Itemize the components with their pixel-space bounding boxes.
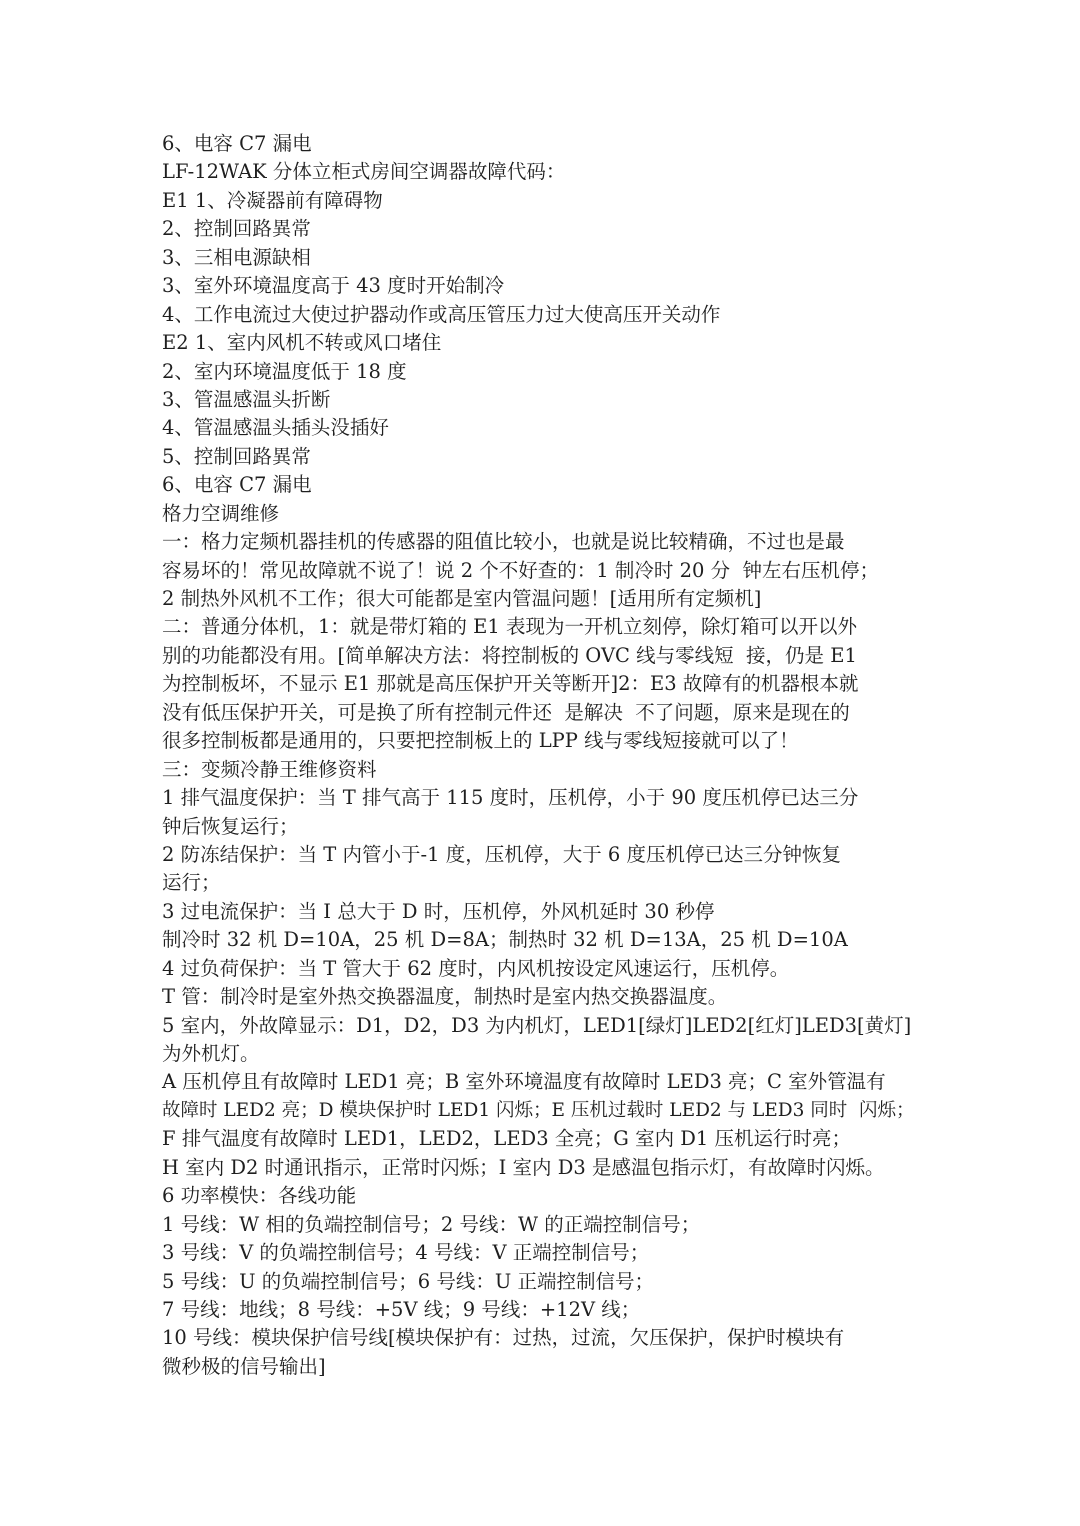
text-line: 3、管温感温头折断 [162,387,331,411]
text-line: A 压机停且有故障时 LED1 亮；B 室外环境温度有故障时 LED3 亮；C 室外管温有 [162,1070,886,1094]
text-line: 6 功率模快：各线功能 [162,1184,357,1208]
text-line: 3 号线：V 的负端控制信号；4 号线：V 正端控制信号； [162,1241,650,1265]
text-line: E1 1、冷凝器前有障碍物 [162,188,383,212]
text-line: H 室内 D2 时通讯指示，正常时闪烁；I 室内 D3 是感温包指示灯，有故障时闪烁。 [162,1155,885,1179]
text-line: 故障时 LED2 亮；D 模块保护时 LED1 闪烁；E 压机过载时 LED2 与 LED3 同时 闪烁； [162,1099,915,1121]
text-line: 微秒极的信号输出] [162,1354,326,1378]
section-heading: 格力空调维修 [162,501,280,525]
text-line: 3 过电流保护：当 I 总大于 D 时，压机停，外风机延时 30 秒停 [162,899,715,923]
text-line: E2 1、室内风机不转或风口堵住 [162,331,442,355]
text-line: 4、管温感温头插头没插好 [162,416,389,440]
text-line: 二：普通分体机，1：就是带灯箱的 E1 表现为一开机立刻停，除灯箱可以开以外 [162,615,857,639]
text-line: LF-12WAK 分体立柜式房间空调器故障代码： [162,160,566,184]
text-line: 6、电容 C7 漏电 [162,473,312,497]
text-line: 5 号线：U 的负端控制信号；6 号线：U 正端控制信号； [162,1269,654,1293]
text-line: 3、三相电源缺相 [162,245,311,269]
text-line: 很多控制板都是通用的，只要把控制板上的 LPP 线与零线短接就可以了！ [162,729,799,753]
text-line: 别的功能都没有用。[简单解决方法：将控制板的 OVC 线与零线短 接，仍是 E1 [162,643,857,667]
text-line: 一：格力定频机器挂机的传感器的阻值比较小，也就是说比较精确，不过也是最 [162,530,845,554]
text-line: 2 防冻结保护：当 T 内管小于-1 度，压机停，大于 6 度压机停已达三分钟恢复 [162,842,842,866]
text-line: 2、控制回路異常 [162,217,311,241]
text-line: F 排气温度有故障时 LED1，LED2，LED3 全亮；G 室内 D1 压机运行时亮； [162,1127,852,1151]
text-line: 没有低压保护开关，可是换了所有控制元件还 是解决 不了问题，原来是现在的 [162,700,850,724]
text-line: 7 号线：地线；8 号线：+5V 线；9 号线：+12V 线； [162,1297,641,1321]
text-line: 2、室内环境温度低于 18 度 [162,359,407,383]
text-line: 10 号线：模块保护信号线[模块保护有：过热，过流，欠压保护，保护时模块有 [162,1326,845,1350]
text-line: 为外机灯。 [162,1042,260,1065]
document-page [162,130,922,1381]
text-line: 钟后恢复运行； [162,814,299,838]
section-heading: 三：变频冷静王维修资料 [162,757,377,781]
text-line: 为控制板坏，不显示 E1 那就是高压保护开关等断开]2：E3 故障有的机器根本就 [162,672,859,696]
text-line: 1 号线：W 相的负端控制信号；2 号线：W 的正端控制信号； [162,1212,701,1236]
text-line: 2 制热外风机不工作；很大可能都是室内管温问题！[适用所有定频机] [162,587,762,610]
text-line: 5、控制回路異常 [162,444,311,468]
text-line: 3、室外环境温度高于 43 度时开始制冷 [162,274,505,298]
text-line: T 管：制冷时是室外热交换器温度，制热时是室内热交换器温度。 [162,985,728,1009]
text-line: 4、工作电流过大使过护器动作或高压管压力过大使高压开关动作 [162,302,721,326]
text-line: 4 过负荷保护：当 T 管大于 62 度时，内风机按设定风速运行，压机停。 [162,956,790,980]
text-line: 制冷时 32 机 D=10A，25 机 D=8A；制热时 32 机 D=13A，25 机 D=10A [162,928,848,952]
text-line: 5 室内，外故障显示：D1，D2，D3 为内机灯，LED1[绿灯]LED2[红灯]LED3[黄灯] [162,1013,912,1037]
text-line: 6、电容 C7 漏电 [162,132,312,155]
text-line: 容易坏的！常见故障就不说了！说 2 个不好查的：1 制冷时 20 分 钟左右压机停； [162,558,880,582]
text-line: 运行； [162,871,221,895]
text-line: 1 排气温度保护：当 T 排气高于 115 度时，压机停，小于 90 度压机停已达三分 [162,786,859,810]
